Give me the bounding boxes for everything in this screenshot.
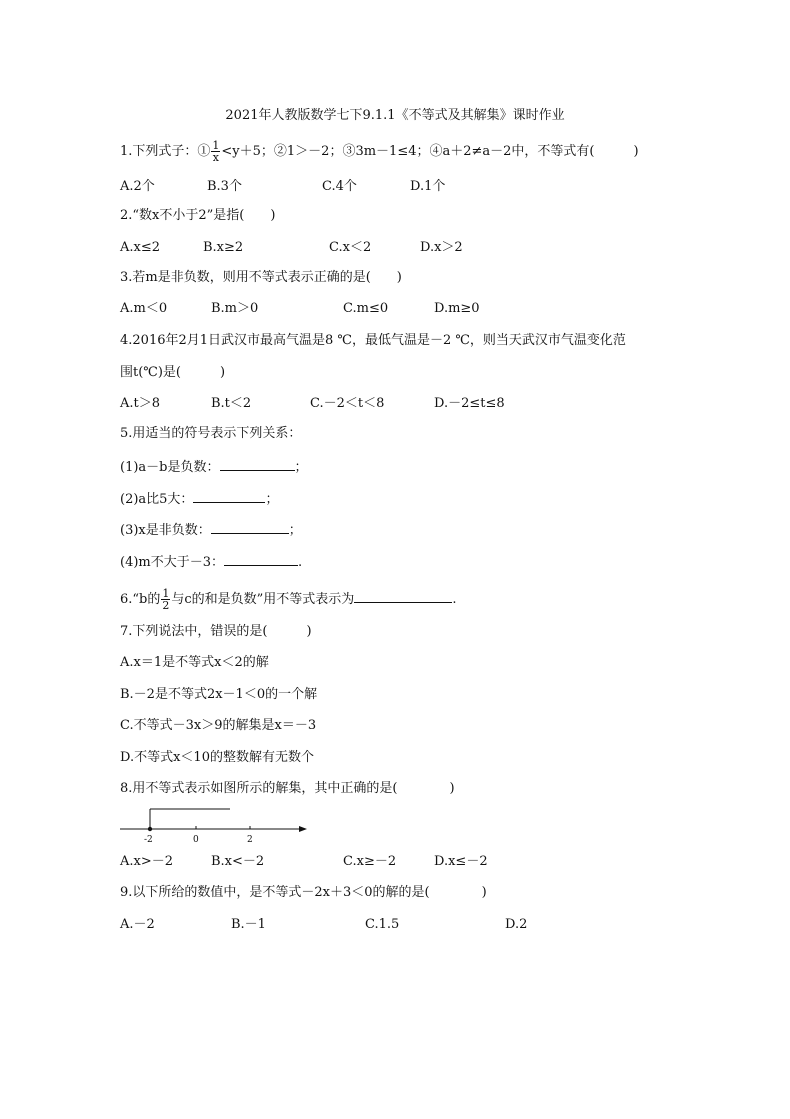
q5-item-4-text: (4)m不大于－3：: [120, 555, 225, 570]
question-9-stem: 9.以下所给的数值中，是不等式－2x＋3＜0的解的是( ): [120, 885, 487, 900]
question-6-stem: [120, 588, 456, 611]
q6-suffix: 与c的和是负数”用不等式表示为: [171, 592, 355, 607]
q6-fraction: [161, 588, 170, 611]
axis-arrow-icon: [299, 826, 307, 832]
q7-option-d[interactable]: D.不等式x＜10的整数解有无数个: [120, 750, 314, 765]
q3-option-c[interactable]: C.m≤0: [343, 301, 389, 316]
q5-item-1: [120, 457, 308, 477]
q2-option-c[interactable]: C.x＜2: [329, 240, 372, 255]
q5-item-1-text: (1)a－b是负数：: [120, 460, 220, 475]
question-5-stem: 5.用适当的符号表示下列关系：: [120, 426, 302, 441]
q3-option-b[interactable]: B.m＞0: [211, 301, 259, 316]
q5-item-3-end: ；: [288, 523, 302, 538]
q7-option-b[interactable]: B.－2是不等式2x－1＜0的一个解: [120, 687, 318, 702]
q6-end: .: [452, 592, 457, 607]
question-4-stem-line1: 4.2016年2月1日武汉市最高气温是8 ℃，最低气温是－2 ℃，则当天武汉市气温变化范: [120, 333, 626, 348]
answer-blank[interactable]: [211, 520, 289, 534]
tick-label-0: 0: [193, 835, 199, 845]
q1-option-d[interactable]: D.1个: [410, 179, 446, 194]
tick-label-neg2: -2: [144, 835, 153, 845]
q5-item-2-end: ；: [265, 492, 279, 507]
q5-item-4: [120, 552, 302, 572]
q1-option-a[interactable]: A.2个: [120, 179, 155, 194]
question-1-stem: [120, 140, 639, 163]
answer-blank[interactable]: [220, 457, 295, 471]
q1-suffix: <y＋5；②1＞－2；③3m－1≤4；④a＋2≠a－2中，不等式有( ): [221, 144, 639, 159]
q5-item-2-text: (2)a比5大：: [120, 492, 194, 507]
q9-option-a[interactable]: A.－2: [120, 917, 155, 932]
q1-prefix: 1.下列式子：①: [120, 144, 211, 159]
q9-option-c[interactable]: C.1.5: [365, 917, 400, 932]
q3-option-d[interactable]: D.m≥0: [434, 301, 480, 316]
q8-option-b[interactable]: B.x<－2: [211, 854, 265, 869]
closed-endpoint-icon: [148, 827, 152, 831]
q4-option-c[interactable]: C.－2＜t＜8: [310, 396, 385, 411]
q1-fraction: [211, 140, 220, 163]
question-2-stem: 2.“数x不小于2”是指( ): [120, 208, 276, 223]
q6-frac-num: 1: [162, 587, 170, 600]
q5-item-3: [120, 520, 302, 540]
answer-blank[interactable]: [354, 589, 452, 603]
q9-option-d[interactable]: D.2: [505, 917, 528, 932]
q2-option-a[interactable]: A.x≤2: [120, 240, 161, 255]
question-3-stem: 3.若m是非负数，则用不等式表示正确的是( ): [120, 270, 402, 285]
question-4-stem-line2: 围t(℃)是( ): [120, 365, 226, 380]
q1-frac-den: x: [212, 151, 220, 164]
q5-item-4-end: .: [298, 555, 303, 570]
q8-option-a[interactable]: A.x>－2: [120, 854, 174, 869]
answer-blank[interactable]: [193, 489, 265, 503]
number-line-figure: [115, 803, 315, 847]
document-title: 2021年人教版数学七下9.1.1《不等式及其解集》课时作业: [225, 108, 565, 123]
q4-option-d[interactable]: D.－2≤t≤8: [434, 396, 505, 411]
question-7-stem: 7.下列说法中，错误的是( ): [120, 624, 312, 639]
q5-item-3-text: (3)x是非负数：: [120, 523, 211, 538]
q8-option-d[interactable]: D.x≤－2: [434, 854, 488, 869]
q4-option-b[interactable]: B.t＜2: [211, 396, 252, 411]
question-8-stem: 8.用不等式表示如图所示的解集，其中正确的是( ): [120, 781, 455, 796]
q2-option-d[interactable]: D.x＞2: [420, 240, 463, 255]
q3-option-a[interactable]: A.m＜0: [120, 301, 168, 316]
tick-label-2: 2: [247, 835, 253, 845]
q4-option-a[interactable]: A.t＞8: [120, 396, 161, 411]
q1-option-c[interactable]: C.4个: [322, 179, 357, 194]
q1-option-b[interactable]: B.3个: [207, 179, 242, 194]
q1-frac-num: 1: [212, 139, 220, 152]
q5-item-2: [120, 489, 278, 509]
q9-option-b[interactable]: B.－1: [231, 917, 266, 932]
q6-prefix: 6.“b的: [120, 592, 161, 607]
q5-item-1-end: ；: [294, 460, 308, 475]
q7-option-a[interactable]: A.x＝1是不等式x＜2的解: [120, 655, 269, 670]
q6-frac-den: 2: [162, 599, 170, 612]
q7-option-c[interactable]: C.不等式－3x＞9的解集是x＝－3: [120, 718, 317, 733]
answer-blank[interactable]: [224, 552, 298, 566]
q2-option-b[interactable]: B.x≥2: [203, 240, 244, 255]
q8-option-c[interactable]: C.x≥－2: [343, 854, 397, 869]
